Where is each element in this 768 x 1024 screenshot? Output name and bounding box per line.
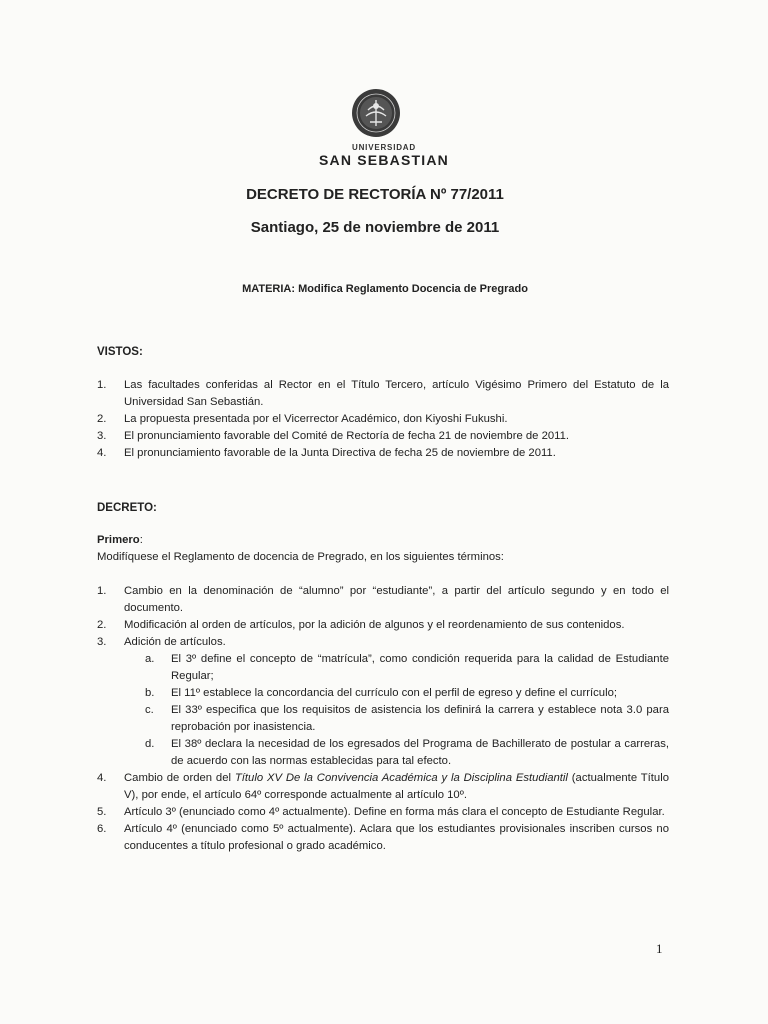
decreto-heading: DECRETO: <box>97 502 157 514</box>
item-text: El 38º declara la necesidad de los egresados del Programa de Bachillerato de postular a carreras, de acuerdo con las normas establecidas para tal efecto. <box>171 738 669 767</box>
sub-list-item <box>145 702 669 736</box>
materia-line: MATERIA: Modifica Reglamento Docencia de Pregrado <box>242 283 528 295</box>
item-text: Las facultades conferidas al Rector en el Título Tercero, artículo Vigésimo Primero del Estatuto de la Universidad San Sebastián. <box>124 379 669 408</box>
item-text-italic: Título XV De la Convivencia Académica y la Disciplina Estudiantil <box>234 772 568 784</box>
vistos-heading: VISTOS: <box>97 346 143 358</box>
item-text: La propuesta presentada por el Vicerrector Académico, don Kiyoshi Fukushi. <box>124 413 508 425</box>
list-item <box>97 770 669 804</box>
item-text: El pronunciamiento favorable de la Junta Directiva de fecha 25 de noviembre de 2011. <box>124 447 556 459</box>
list-item <box>97 428 669 445</box>
item-text-pre: Cambio de orden del <box>124 772 235 784</box>
decree-title: DECRETO DE RECTORÍA Nº 77/2011 <box>246 186 504 203</box>
item-letter: c. <box>145 704 154 716</box>
item-text: Adición de artículos. <box>124 636 226 648</box>
university-name: SAN SEBASTIAN <box>319 152 449 168</box>
item-number: 1. <box>97 585 107 597</box>
item-letter: b. <box>145 687 155 699</box>
item-number: 5. <box>97 806 107 818</box>
item-text: Modificación al orden de artículos, por la adición de algunos y el reordenamiento de sus contenidos. <box>124 619 625 631</box>
item-text: El pronunciamiento favorable del Comité de Rectoría de fecha 21 de noviembre de 2011. <box>124 430 570 442</box>
primero-text: Modifíquese el Reglamento de docencia de Pregrado, en los siguientes términos: <box>97 551 504 563</box>
list-item <box>97 821 669 855</box>
list-item <box>97 804 669 821</box>
decreto-list <box>97 583 669 855</box>
item-text: Artículo 4º (enunciado como 5º actualmente). Aclara que los estudiantes provisionales inscriben cursos no conducentes a título profesional o grado académico. <box>124 823 669 852</box>
university-label: UNIVERSIDAD <box>352 143 416 152</box>
item-letter: a. <box>145 653 155 665</box>
item-number: 3. <box>97 430 107 442</box>
sub-list-item <box>145 651 669 685</box>
list-item <box>97 617 669 634</box>
item-letter: d. <box>145 738 155 750</box>
list-item <box>97 411 669 428</box>
primero-label: Primero <box>97 534 140 546</box>
item-number: 3. <box>97 636 107 648</box>
item-number: 6. <box>97 823 107 835</box>
list-item <box>97 583 669 617</box>
item-text <box>124 770 669 804</box>
sub-list-item <box>145 685 669 702</box>
item-text-post: (actualmente Título V), por ende, el artículo 64º corresponde actualmente al artículo 10º. <box>124 772 670 801</box>
page-number: 1 <box>656 941 663 956</box>
item-number: 2. <box>97 413 107 425</box>
item-text: Cambio en la denominación de “alumno” por “estudiante”, a partir del artículo segundo y en todo el documento. <box>124 585 669 614</box>
list-item <box>97 634 669 651</box>
place-date: Santiago, 25 de noviembre de 2011 <box>250 219 500 236</box>
item-text: Artículo 3º (enunciado como 4º actualmente). Define en forma más clara el concepto de Estudiante Regular. <box>124 806 665 818</box>
item-number: 4. <box>97 447 107 459</box>
item-number: 4. <box>97 772 107 784</box>
sub-list-item <box>145 736 669 770</box>
item-text: El 33º especifica que los requisitos de asistencia los definirá la carrera y establece nota 3.0 para reprobación por inasistencia. <box>171 704 669 733</box>
university-seal-icon <box>351 88 401 138</box>
list-item <box>97 377 669 411</box>
list-item <box>97 445 669 462</box>
item-text: El 3º define el concepto de “matrícula”, como condición requerida para la calidad de Estudiante Regular; <box>171 653 669 682</box>
primero-block: Primero: Modifíquese el Reglamento de docencia de Pregrado, en los siguientes términos: <box>97 532 677 566</box>
item-text: El 11º establece la concordancia del currículo con el perfil de egreso y define el currículo; <box>171 687 617 699</box>
vistos-list <box>97 377 669 462</box>
item-number: 1. <box>97 379 107 391</box>
item-number: 2. <box>97 619 107 631</box>
